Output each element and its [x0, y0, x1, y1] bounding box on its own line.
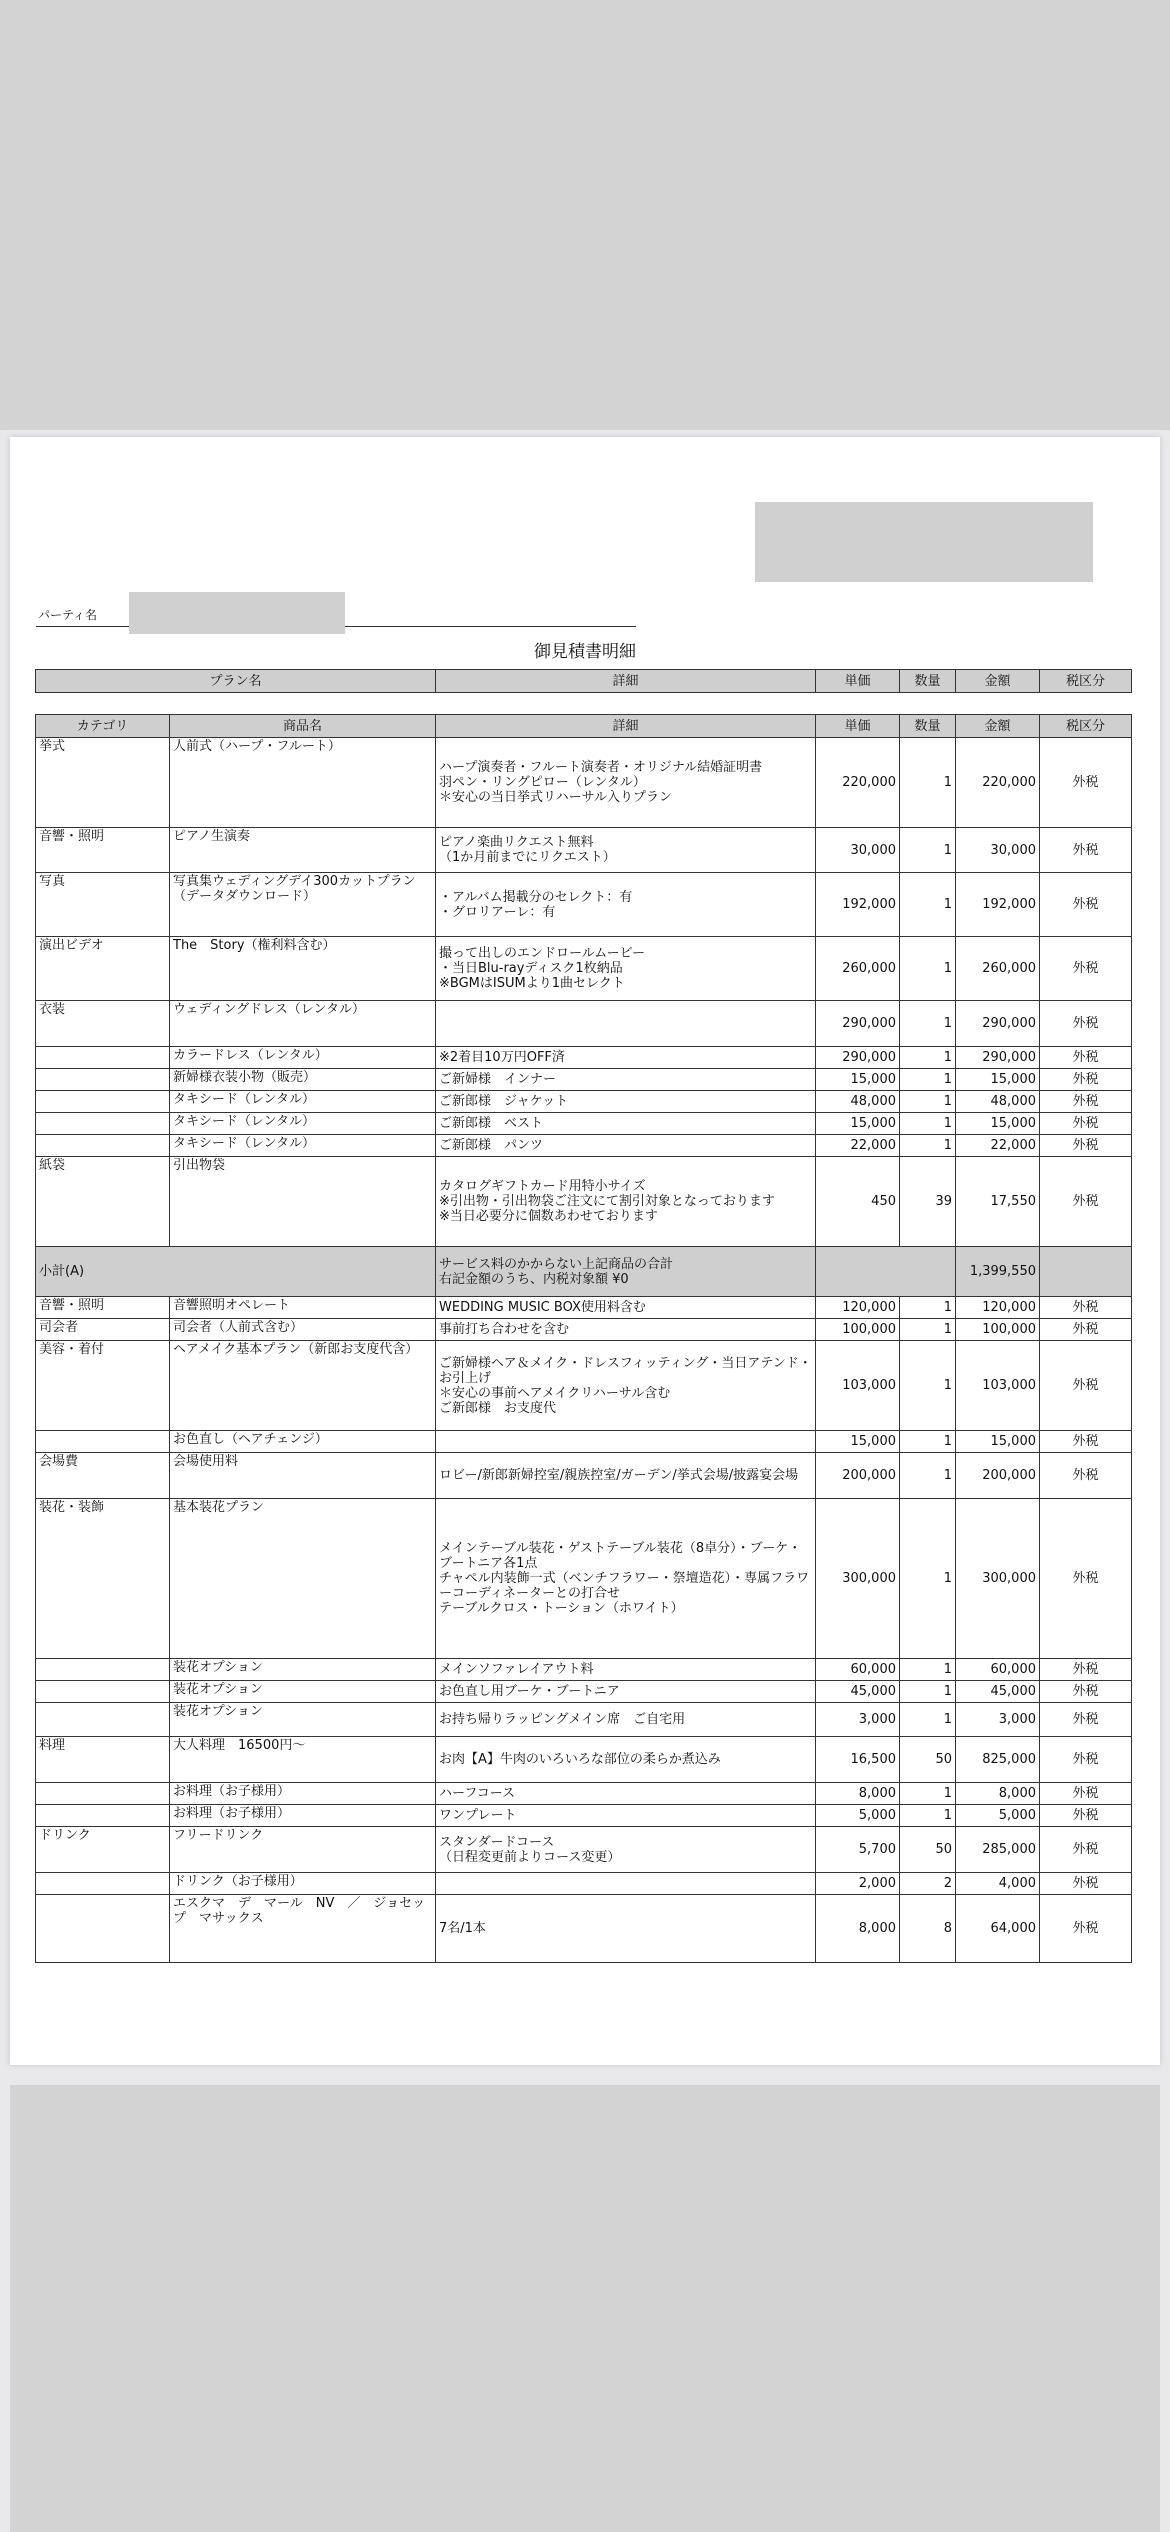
table-row: [36, 1135, 1132, 1157]
cell-tax: 外税: [1040, 1805, 1132, 1827]
cell-amount: 4,000: [956, 1873, 1040, 1895]
cell-product: タキシード（レンタル）: [170, 1135, 436, 1157]
cell-detail: メインソファレイアウト料: [436, 1659, 816, 1681]
cell-qty: 1: [900, 1341, 956, 1431]
table-row: [36, 1091, 1132, 1113]
cell-detail: ハーフコース: [436, 1783, 816, 1805]
cell-qty: 1: [900, 828, 956, 873]
table-row: [36, 1453, 1132, 1499]
cell-tax: 外税: [1040, 1297, 1132, 1319]
cell-unit-price: 22,000: [816, 1135, 900, 1157]
cell-unit-price: 200,000: [816, 1453, 900, 1499]
plan-table: [35, 669, 1132, 693]
cell-qty: 8: [900, 1895, 956, 1963]
cell-unit-price: 48,000: [816, 1091, 900, 1113]
cell-tax: 外税: [1040, 1091, 1132, 1113]
cell-unit-price: 100,000: [816, 1319, 900, 1341]
estimate-page: [10, 437, 1160, 2065]
cell-product: カラードレス（レンタル）: [170, 1047, 436, 1069]
cell-qty: 1: [900, 1091, 956, 1113]
cell-unit-price: 120,000: [816, 1297, 900, 1319]
cell-product: 装花オプション: [170, 1659, 436, 1681]
cell-detail: ロビー/新郎新婦控室/親族控室/ガーデン/挙式会場/披露宴会場: [436, 1453, 816, 1499]
cell-qty: 50: [900, 1827, 956, 1873]
cell-qty: 1: [900, 873, 956, 937]
cell-detail: ご新郎様 パンツ: [436, 1135, 816, 1157]
party-name-row: [36, 600, 636, 627]
cell-unit-price: 16,500: [816, 1737, 900, 1783]
cell-unit-price: 3,000: [816, 1703, 900, 1737]
table-row: [36, 1737, 1132, 1783]
cell-category: [36, 1047, 170, 1069]
cell-amount: 22,000: [956, 1135, 1040, 1157]
cell-product: お色直し（ヘアチェンジ）: [170, 1431, 436, 1453]
cell-amount: 220,000: [956, 738, 1040, 828]
table-row: [36, 1703, 1132, 1737]
document-title: 御見積書明細: [534, 642, 636, 662]
cell-detail: ハープ演奏者・フルート演奏者・オリジナル結婚証明書 羽ペン・リングピロー（レンタル） ＊安心の当日挙式リハーサル入りプラン: [436, 738, 816, 828]
cell-qty: 1: [900, 1453, 956, 1499]
cell-qty: 1: [900, 1319, 956, 1341]
cell-tax: 外税: [1040, 1681, 1132, 1703]
cell-category: 料理: [36, 1737, 170, 1783]
cell-amount: 120,000: [956, 1297, 1040, 1319]
cell-category: [36, 1659, 170, 1681]
cell-tax: 外税: [1040, 1499, 1132, 1659]
cell-detail: ・アルバム掲載分のセレクト：有 ・グロリアーレ：有: [436, 873, 816, 937]
cell-product: 音響照明オペレート: [170, 1297, 436, 1319]
cell-qty: 1: [900, 1297, 956, 1319]
cell-product: 人前式（ハープ・フルート）: [170, 738, 436, 828]
cell-product: 新婦様衣装小物（販売）: [170, 1069, 436, 1091]
cell-product: 装花オプション: [170, 1681, 436, 1703]
cell-tax: 外税: [1040, 1895, 1132, 1963]
cell-qty: 1: [900, 1499, 956, 1659]
cell-category: [36, 1113, 170, 1135]
cell-category: 美容・着付: [36, 1341, 170, 1431]
header-amount: 金額: [956, 715, 1040, 738]
table-row: [36, 1297, 1132, 1319]
cell-qty: 1: [900, 1431, 956, 1453]
cell-category: 挙式: [36, 738, 170, 828]
subtotal-label: 小計(A): [36, 1247, 436, 1297]
cell-amount: 290,000: [956, 1001, 1040, 1047]
cell-qty: 1: [900, 1001, 956, 1047]
cell-amount: 30,000: [956, 828, 1040, 873]
cell-category: [36, 1431, 170, 1453]
table-row: [36, 1499, 1132, 1659]
cell-product: ドリンク（お子様用）: [170, 1873, 436, 1895]
cell-tax: 外税: [1040, 873, 1132, 937]
estimate-rows: [36, 738, 1132, 1963]
cell-unit-price: 290,000: [816, 1047, 900, 1069]
cell-detail: お肉【A】牛肉のいろいろな部位の柔らか煮込み: [436, 1737, 816, 1783]
cell-amount: 290,000: [956, 1047, 1040, 1069]
table-row: [36, 1113, 1132, 1135]
cell-tax: 外税: [1040, 1047, 1132, 1069]
cell-unit-price: 192,000: [816, 873, 900, 937]
plan-header-amount: 金額: [956, 670, 1040, 693]
cell-detail: ご新郎様 ジャケット: [436, 1091, 816, 1113]
subtotal-row: [36, 1247, 1132, 1297]
cell-amount: 200,000: [956, 1453, 1040, 1499]
cell-tax: 外税: [1040, 1135, 1132, 1157]
bottom-gray-area: [10, 2085, 1160, 2532]
cell-product: 大人料理 16500円～: [170, 1737, 436, 1783]
cell-qty: 1: [900, 1805, 956, 1827]
cell-detail: 7名/1本: [436, 1895, 816, 1963]
cell-unit-price: 15,000: [816, 1069, 900, 1091]
cell-product: 装花オプション: [170, 1703, 436, 1737]
cell-category: 装花・装飾: [36, 1499, 170, 1659]
cell-unit-price: 5,000: [816, 1805, 900, 1827]
cell-qty: 39: [900, 1157, 956, 1247]
cell-tax: 外税: [1040, 1113, 1132, 1135]
cell-product: タキシード（レンタル）: [170, 1113, 436, 1135]
header-product: 商品名: [170, 715, 436, 738]
cell-category: [36, 1703, 170, 1737]
header-unit-price: 単価: [816, 715, 900, 738]
cell-detail: カタログギフトカード用特小サイズ ※引出物・引出物袋ご注文にて割引対象となっております ※当日必要分に個数あわせております: [436, 1157, 816, 1247]
cell-tax: 外税: [1040, 1783, 1132, 1805]
cell-amount: 8,000: [956, 1783, 1040, 1805]
table-row: [36, 873, 1132, 937]
cell-amount: 15,000: [956, 1069, 1040, 1091]
cell-qty: 1: [900, 1783, 956, 1805]
cell-product: 写真集ウェディングデイ300カットプラン（データダウンロード）: [170, 873, 436, 937]
cell-detail: お色直し用ブーケ・ブートニア: [436, 1681, 816, 1703]
cell-unit-price: 220,000: [816, 738, 900, 828]
cell-category: [36, 1805, 170, 1827]
redacted-block: [755, 502, 1093, 582]
table-row: [36, 1783, 1132, 1805]
cell-detail: ご新婦様 インナー: [436, 1069, 816, 1091]
cell-detail: ワンプレート: [436, 1805, 816, 1827]
cell-detail: ご新郎様 ベスト: [436, 1113, 816, 1135]
cell-category: 演出ビデオ: [36, 937, 170, 1001]
cell-detail: 撮って出しのエンドロールムービー ・当日Blu-rayディスク1枚納品 ※BGMはISUMより1曲セレクト: [436, 937, 816, 1001]
cell-category: [36, 1873, 170, 1895]
header-detail: 詳細: [436, 715, 816, 738]
header-category: カテゴリ: [36, 715, 170, 738]
cell-category: 音響・照明: [36, 1297, 170, 1319]
cell-product: ウェディングドレス（レンタル）: [170, 1001, 436, 1047]
cell-tax: 外税: [1040, 1319, 1132, 1341]
cell-tax: 外税: [1040, 1737, 1132, 1783]
cell-detail: ピアノ楽曲リクエスト無料 （1か月前までにリクエスト）: [436, 828, 816, 873]
plan-header-tax: 税区分: [1040, 670, 1132, 693]
top-gray-area: [0, 0, 1170, 430]
subtotal-amount: 1,399,550: [956, 1247, 1040, 1297]
cell-tax: 外税: [1040, 1431, 1132, 1453]
cell-category: ドリンク: [36, 1827, 170, 1873]
cell-qty: 1: [900, 738, 956, 828]
plan-header-unit-price: 単価: [816, 670, 900, 693]
cell-tax: 外税: [1040, 738, 1132, 828]
cell-amount: 60,000: [956, 1659, 1040, 1681]
cell-tax: 外税: [1040, 1827, 1132, 1873]
table-row: [36, 1659, 1132, 1681]
cell-product: お料理（お子様用）: [170, 1783, 436, 1805]
cell-category: 紙袋: [36, 1157, 170, 1247]
cell-category: [36, 1069, 170, 1091]
cell-unit-price: 450: [816, 1157, 900, 1247]
table-row: [36, 1319, 1132, 1341]
cell-product: 引出物袋: [170, 1157, 436, 1247]
cell-product: タキシード（レンタル）: [170, 1091, 436, 1113]
cell-category: [36, 1091, 170, 1113]
cell-category: 司会者: [36, 1319, 170, 1341]
cell-amount: 15,000: [956, 1113, 1040, 1135]
cell-unit-price: 30,000: [816, 828, 900, 873]
cell-qty: 1: [900, 1047, 956, 1069]
table-row: [36, 1827, 1132, 1873]
party-name-redacted: [129, 592, 345, 634]
cell-tax: 外税: [1040, 1453, 1132, 1499]
cell-category: [36, 1895, 170, 1963]
table-row: [36, 1431, 1132, 1453]
table-row: [36, 1805, 1132, 1827]
cell-tax: 外税: [1040, 1703, 1132, 1737]
table-row: [36, 1895, 1132, 1963]
cell-qty: 1: [900, 1135, 956, 1157]
cell-product: ピアノ生演奏: [170, 828, 436, 873]
cell-amount: 48,000: [956, 1091, 1040, 1113]
table-row: [36, 738, 1132, 828]
cell-amount: 103,000: [956, 1341, 1040, 1431]
cell-unit-price: 2,000: [816, 1873, 900, 1895]
plan-header-qty: 数量: [900, 670, 956, 693]
subtotal-note: サービス料のかからない上記商品の合計 右記金額のうち、内税対象額 ¥0: [436, 1247, 816, 1297]
cell-unit-price: 60,000: [816, 1659, 900, 1681]
cell-unit-price: 8,000: [816, 1895, 900, 1963]
table-row: [36, 1873, 1132, 1895]
cell-detail: スタンダードコース （日程変更前よりコース変更）: [436, 1827, 816, 1873]
cell-category: [36, 1783, 170, 1805]
cell-tax: 外税: [1040, 1001, 1132, 1047]
cell-tax: 外税: [1040, 937, 1132, 1001]
cell-tax: 外税: [1040, 1873, 1132, 1895]
party-name-label: パーティ名: [38, 608, 98, 622]
plan-header-detail: 詳細: [436, 670, 816, 693]
cell-amount: 3,000: [956, 1703, 1040, 1737]
cell-product: エスクマ デ マール NV ／ ジョセップ マサックス: [170, 1895, 436, 1963]
table-row: [36, 1681, 1132, 1703]
table-row: [36, 1047, 1132, 1069]
cell-unit-price: 8,000: [816, 1783, 900, 1805]
table-row: [36, 1157, 1132, 1247]
cell-tax: 外税: [1040, 1659, 1132, 1681]
cell-amount: 100,000: [956, 1319, 1040, 1341]
plan-header-plan-name: プラン名: [36, 670, 436, 693]
estimate-table: [35, 714, 1132, 1963]
cell-amount: 45,000: [956, 1681, 1040, 1703]
cell-category: 衣装: [36, 1001, 170, 1047]
cell-detail: [436, 1001, 816, 1047]
table-row: [36, 828, 1132, 873]
cell-unit-price: 290,000: [816, 1001, 900, 1047]
cell-detail: 事前打ち合わせを含む: [436, 1319, 816, 1341]
cell-detail: [436, 1431, 816, 1453]
cell-detail: ご新婦様ヘア＆メイク・ドレスフィッティング・当日アテンド・お引上げ ＊安心の事前ヘアメイクリハーサル含む ご新郎様 お支度代: [436, 1341, 816, 1431]
cell-tax: 外税: [1040, 1341, 1132, 1431]
cell-amount: 285,000: [956, 1827, 1040, 1873]
cell-product: ヘアメイク基本プラン（新郎お支度代含）: [170, 1341, 436, 1431]
cell-unit-price: 15,000: [816, 1431, 900, 1453]
cell-unit-price: 45,000: [816, 1681, 900, 1703]
cell-amount: 15,000: [956, 1431, 1040, 1453]
cell-unit-price: 260,000: [816, 937, 900, 1001]
cell-qty: 1: [900, 1681, 956, 1703]
cell-amount: 192,000: [956, 873, 1040, 937]
cell-category: [36, 1681, 170, 1703]
cell-unit-price: 300,000: [816, 1499, 900, 1659]
cell-qty: 1: [900, 1113, 956, 1135]
subtotal-empty: [816, 1247, 956, 1297]
cell-amount: 17,550: [956, 1157, 1040, 1247]
cell-detail: メインテーブル装花・ゲストテーブル装花（8卓分）・ブーケ・ブートニア各1点 チャペル内装飾一式（ベンチフラワー・祭壇造花）・専属フラワーコーディネーターとの打合せ テーブルクロス・トーション（ホワイト）: [436, 1499, 816, 1659]
cell-unit-price: 15,000: [816, 1113, 900, 1135]
header-qty: 数量: [900, 715, 956, 738]
cell-qty: 1: [900, 1659, 956, 1681]
cell-qty: 50: [900, 1737, 956, 1783]
subtotal-tax-empty: [1040, 1247, 1132, 1297]
cell-product: 基本装花プラン: [170, 1499, 436, 1659]
cell-category: 音響・照明: [36, 828, 170, 873]
cell-category: [36, 1135, 170, 1157]
cell-detail: [436, 1873, 816, 1895]
table-row: [36, 1001, 1132, 1047]
cell-product: 会場使用料: [170, 1453, 436, 1499]
cell-unit-price: 5,700: [816, 1827, 900, 1873]
header-tax: 税区分: [1040, 715, 1132, 738]
cell-product: お料理（お子様用）: [170, 1805, 436, 1827]
cell-unit-price: 103,000: [816, 1341, 900, 1431]
cell-tax: 外税: [1040, 1069, 1132, 1091]
cell-amount: 5,000: [956, 1805, 1040, 1827]
cell-product: The Story（権利料含む）: [170, 937, 436, 1001]
cell-qty: 1: [900, 1703, 956, 1737]
cell-product: フリードリンク: [170, 1827, 436, 1873]
cell-qty: 2: [900, 1873, 956, 1895]
cell-tax: 外税: [1040, 828, 1132, 873]
cell-tax: 外税: [1040, 1157, 1132, 1247]
cell-qty: 1: [900, 1069, 956, 1091]
cell-category: 会場費: [36, 1453, 170, 1499]
cell-product: 司会者（人前式含む）: [170, 1319, 436, 1341]
table-row: [36, 1069, 1132, 1091]
cell-detail: お持ち帰りラッピングメイン席 ご自宅用: [436, 1703, 816, 1737]
cell-qty: 1: [900, 937, 956, 1001]
cell-category: 写真: [36, 873, 170, 937]
cell-detail: WEDDING MUSIC BOX使用料含む: [436, 1297, 816, 1319]
cell-amount: 825,000: [956, 1737, 1040, 1783]
cell-amount: 300,000: [956, 1499, 1040, 1659]
table-row: [36, 937, 1132, 1001]
cell-detail: ※2着目10万円OFF済: [436, 1047, 816, 1069]
cell-amount: 64,000: [956, 1895, 1040, 1963]
table-row: [36, 1341, 1132, 1431]
cell-amount: 260,000: [956, 937, 1040, 1001]
